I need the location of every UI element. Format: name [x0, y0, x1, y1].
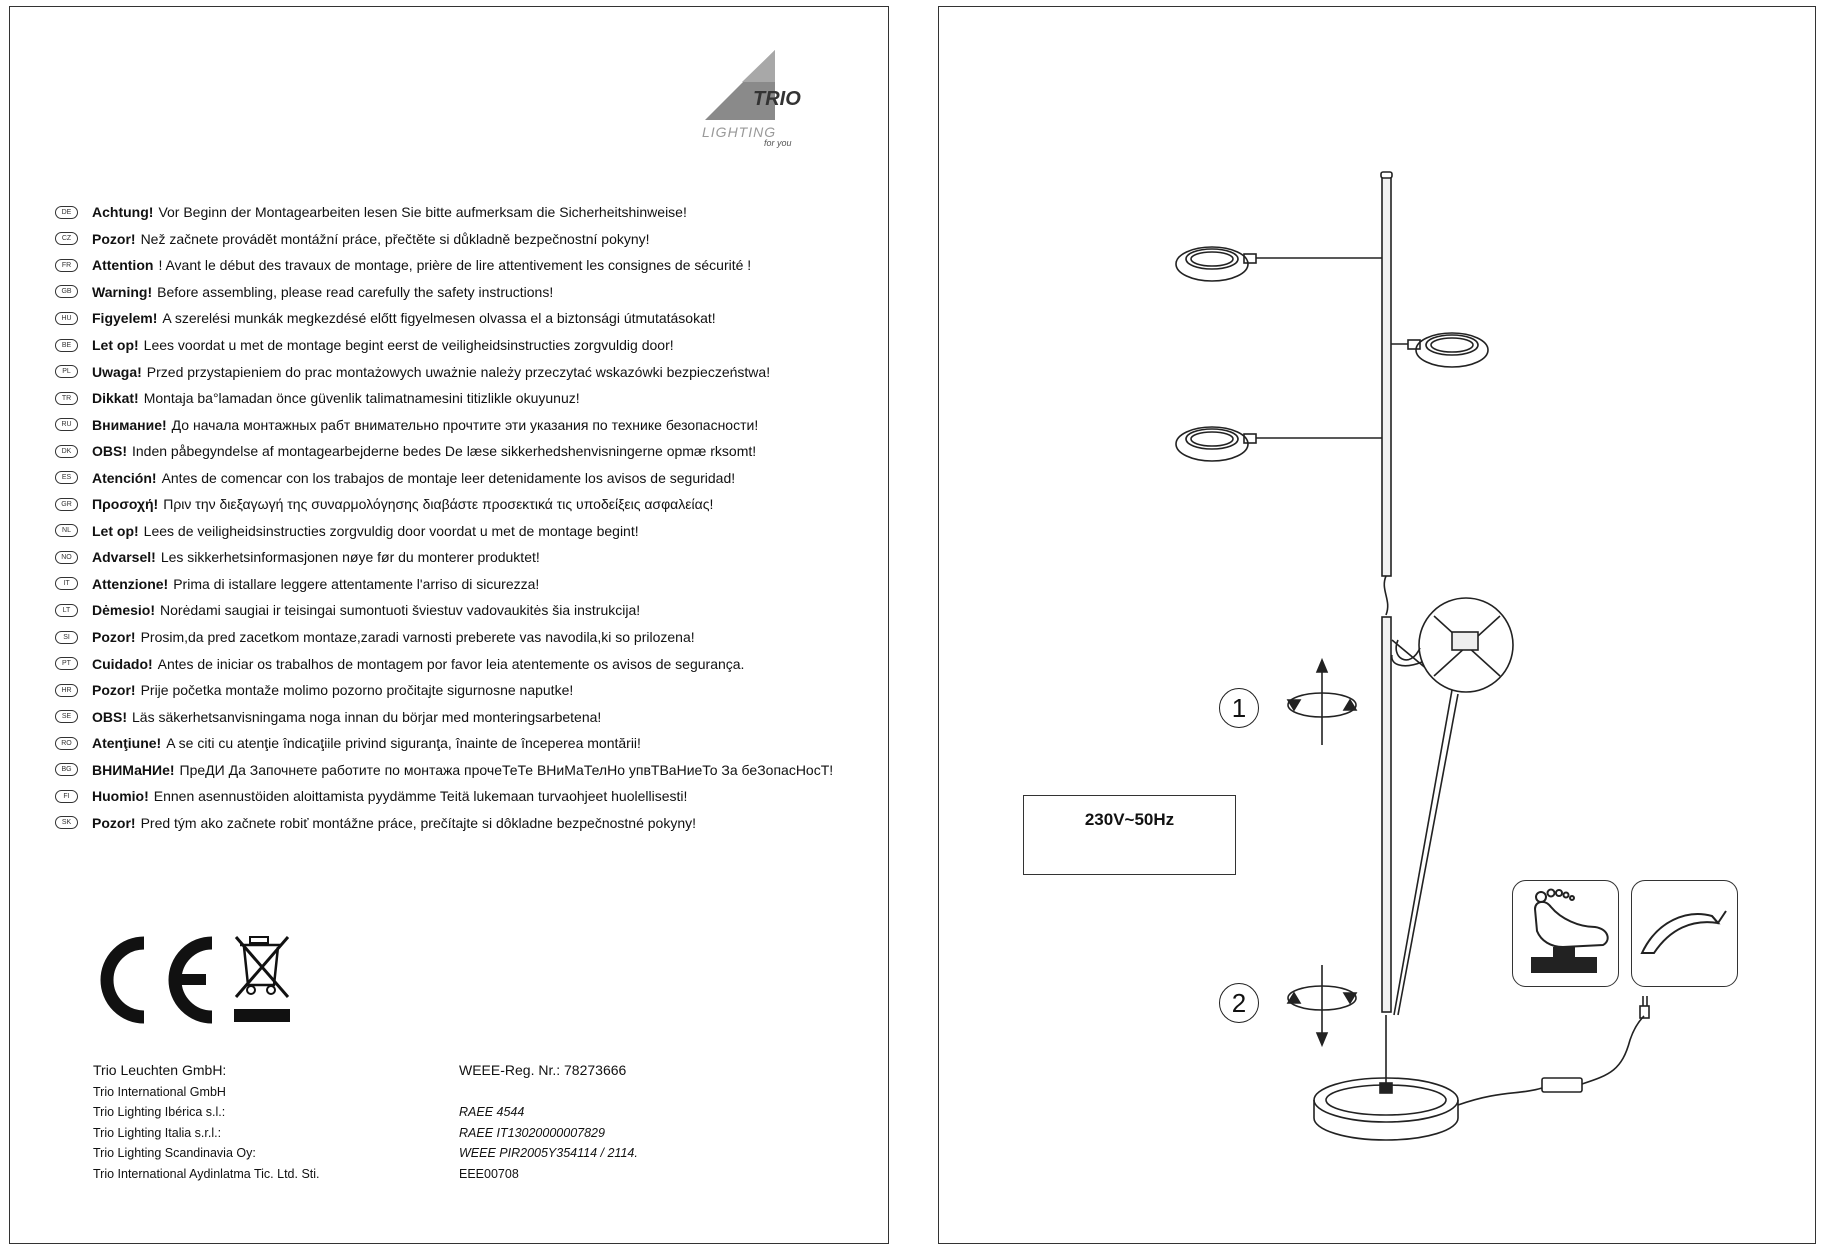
warning-text: ! Avant le début des travaux de montage, prière de lire attentivement les consignes de sécurité !: [158, 257, 752, 274]
warning-row: [55, 650, 875, 677]
warning-text: Πριν την διεξαγωγή της συναρμολόγησης διαβάστε προσεκτικά τις υποδείξεις ασφαλείας!: [163, 496, 714, 513]
floor-lamp-diagram: [1140, 170, 1720, 1145]
warning-text: Inden påbegyndelse af montagearbejderne bedes De læse sikkerhedshenvisningerne opmæ rksomt!: [132, 443, 757, 460]
ce-mark-icon: [92, 935, 217, 1025]
warning-heading: Pozor!: [92, 629, 136, 646]
language-badge: SK: [55, 816, 78, 829]
warning-heading: Pozor!: [92, 230, 136, 247]
warning-text: Lees voordat u met de montage begint eerst de veiligheidsinstructies zorgvuldig door!: [143, 337, 674, 353]
language-badge: SI: [55, 631, 78, 644]
language-badge: HR: [55, 684, 78, 697]
language-badge: TR: [55, 392, 78, 405]
company-list: [93, 1060, 320, 1184]
language-badge: FI: [55, 790, 78, 803]
logo-tagline: for you: [764, 138, 792, 148]
language-badge: GR: [55, 498, 78, 511]
warning-heading: Advarsel!: [92, 549, 156, 566]
registration-number: RAEE IT13020000007829: [459, 1125, 605, 1140]
warning-heading: Cuidado!: [92, 655, 153, 672]
warning-row: [55, 252, 875, 279]
language-badge: BG: [55, 763, 78, 776]
warning-row: [55, 783, 875, 810]
warning-row: [55, 305, 875, 332]
language-badge: NL: [55, 524, 78, 537]
language-badge: GB: [55, 285, 78, 298]
warning-row: [55, 730, 875, 757]
language-badge: PT: [55, 657, 78, 670]
foot-switch-icon: [1512, 880, 1619, 987]
language-badge: DK: [55, 445, 78, 458]
registration-number: [459, 1082, 638, 1103]
warning-heading: Внимание!: [92, 416, 167, 433]
warning-text: Antes de comencar con los trabajos de montaje leer detenidamente los avisos de seguridad!: [161, 469, 736, 486]
warning-heading: OBS!: [92, 443, 127, 460]
warning-row: [55, 358, 875, 385]
language-badge: BE: [55, 339, 78, 352]
warning-row: [55, 677, 875, 704]
warning-text: Než začnete provádět montážní práce, přečtěte si důkladně bezpečnostní pokyny!: [140, 230, 650, 247]
language-badge: RU: [55, 418, 78, 431]
warning-text: Antes de iniciar os trabalhos de montagem por favor leia atentemente os avisos de segurança.: [157, 655, 745, 672]
language-badge: IT: [55, 577, 78, 590]
warning-heading: Achtung!: [92, 204, 154, 221]
warning-text: Ennen asennustöiden aloittamista pyydämme Teitä lukemaan turvaohjeet huolellisesti!: [153, 788, 688, 805]
company-name: Trio Lighting Ibérica s.l.:: [93, 1105, 226, 1119]
warning-heading: Let op!: [92, 337, 139, 353]
warning-text: Before assembling, please read carefully the safety instructions!: [157, 283, 554, 300]
warning-text: Läs säkerhetsanvisningama noga innan du börjar med monteringsarbetena!: [132, 708, 602, 725]
cable-arc-icon: [1631, 880, 1738, 987]
warning-text: Lees de veiligheidsinstructies zorgvuldig door voordat u met de montage begint!: [143, 522, 639, 539]
language-badge: LT: [55, 604, 78, 617]
warning-heading: Attention: [92, 257, 154, 274]
warning-row: [55, 597, 875, 624]
warning-text: Prije početka montaže molimo pozorno pročitajte sigurnosne naputke!: [140, 682, 574, 699]
warning-heading: Pozor!: [92, 814, 136, 831]
warning-row: [55, 571, 875, 598]
warning-text: A szerelési munkák megkezdésé előtt figyelmesen olvassa el a biztonsági útmutatásokat!: [162, 310, 716, 327]
language-badge: CZ: [55, 232, 78, 245]
company-name: Trio Lighting Scandinavia Oy:: [93, 1146, 256, 1160]
warning-text: Norėdami saugiai ir teisingai sumontuoti šviestuv vadovaukitės šia instrukcija!: [160, 602, 641, 619]
step-1-marker: 1: [1219, 688, 1259, 728]
safety-warnings-list: [55, 199, 875, 836]
warning-heading: OBS!: [92, 708, 127, 725]
language-badge: ES: [55, 471, 78, 484]
registration-number: RAEE 4544: [459, 1105, 525, 1119]
language-badge: DE: [55, 206, 78, 219]
warning-row: [55, 810, 875, 837]
company-name: Trio Lighting Italia s.r.l.:: [93, 1125, 222, 1140]
warning-heading: Figyelem!: [92, 310, 158, 327]
registration-list: [459, 1060, 638, 1184]
warning-heading: Προσοχή!: [92, 496, 159, 513]
warning-text: Prosim,da pred zacetkom montaze,zaradi varnosti preberete vas navodila,ki so prilozena!: [140, 629, 695, 646]
warning-row: [55, 332, 875, 359]
warning-heading: Dikkat!: [92, 390, 139, 407]
language-badge: NO: [55, 551, 78, 564]
logo-brand: TRIO: [753, 88, 801, 110]
language-badge: SE: [55, 710, 78, 723]
warning-row: [55, 756, 875, 783]
warning-text: До начала монтажных рабт внимательно прочтите эти указания по технике безопасности!: [171, 416, 759, 433]
logo-sub: LIGHTING: [702, 124, 777, 140]
warning-row: [55, 411, 875, 438]
warning-text: ПреДИ Да Започнете работите по монтажа прочеТеТе ВНиМаТелНо упвТВаНиеТо За беЗопасНосТ!: [179, 761, 834, 778]
voltage-label: 230V~50Hz: [1084, 810, 1175, 829]
warning-heading: Dėmesio!: [92, 602, 156, 619]
company-name: Trio International Aydinlatma Tic. Ltd. Sti.: [93, 1166, 320, 1181]
warning-heading: Let op!: [92, 522, 139, 539]
warning-text: A se citi cu atenţie îndicaţiile privind siguranţa, înainte de începerea montării!: [166, 735, 641, 752]
warning-row: [55, 518, 875, 545]
warning-row: [55, 385, 875, 412]
language-badge: PL: [55, 365, 78, 378]
warning-row: [55, 199, 875, 226]
company-name: Trio International GmbH: [93, 1084, 226, 1099]
warning-text: Pred tým ako začnete robiť montážne práce, prečítajte si dôkladne bezpečnostné pokyny!: [140, 814, 697, 831]
warning-row: [55, 703, 875, 730]
warning-heading: Uwaga!: [92, 363, 142, 380]
warning-row: [55, 464, 875, 491]
company-name: Trio Leuchten GmbH:: [93, 1062, 227, 1078]
language-badge: FR: [55, 259, 78, 272]
warning-heading: Warning!: [92, 283, 153, 300]
warning-row: [55, 624, 875, 651]
warning-text: Prima di istallare leggere attentamente l'arriso di sicurezza!: [173, 575, 540, 592]
warning-text: Vor Beginn der Montagearbeiten lesen Sie bitte aufmerksam die Sicherheitshinweise!: [158, 204, 687, 221]
warning-heading: ВНИМаНИе!: [92, 761, 175, 778]
weee-crossed-bin-icon: [230, 933, 294, 1025]
warning-heading: Atenţiune!: [92, 735, 162, 752]
language-badge: RO: [55, 737, 78, 750]
warning-row: [55, 544, 875, 571]
warning-heading: Atención!: [92, 469, 157, 486]
step-2-marker: 2: [1219, 983, 1259, 1023]
registration-number: EEE00708: [459, 1166, 519, 1181]
warning-row: [55, 279, 875, 306]
warning-heading: Attenzione!: [92, 575, 169, 592]
warning-row: [55, 491, 875, 518]
warning-text: Les sikkerhetsinformasjonen nøye før du monterer produktet!: [160, 549, 540, 566]
registration-number: WEEE-Reg. Nr.: 78273666: [459, 1062, 627, 1078]
warning-text: Przed przystapieniem do prac montażowych uważnie należy przeczytać wskazówki bezpieczeństwa!: [146, 363, 771, 380]
warning-heading: Pozor!: [92, 682, 136, 699]
warning-text: Montaja ba°lamadan önce güvenlik talimatnamesini titizlikle okuyunuz!: [143, 390, 580, 407]
language-badge: HU: [55, 312, 78, 325]
warning-row: [55, 438, 875, 465]
warning-row: [55, 226, 875, 253]
warning-heading: Huomio!: [92, 788, 149, 805]
registration-number: WEEE PIR2005Y354114 / 2114.: [459, 1146, 638, 1160]
